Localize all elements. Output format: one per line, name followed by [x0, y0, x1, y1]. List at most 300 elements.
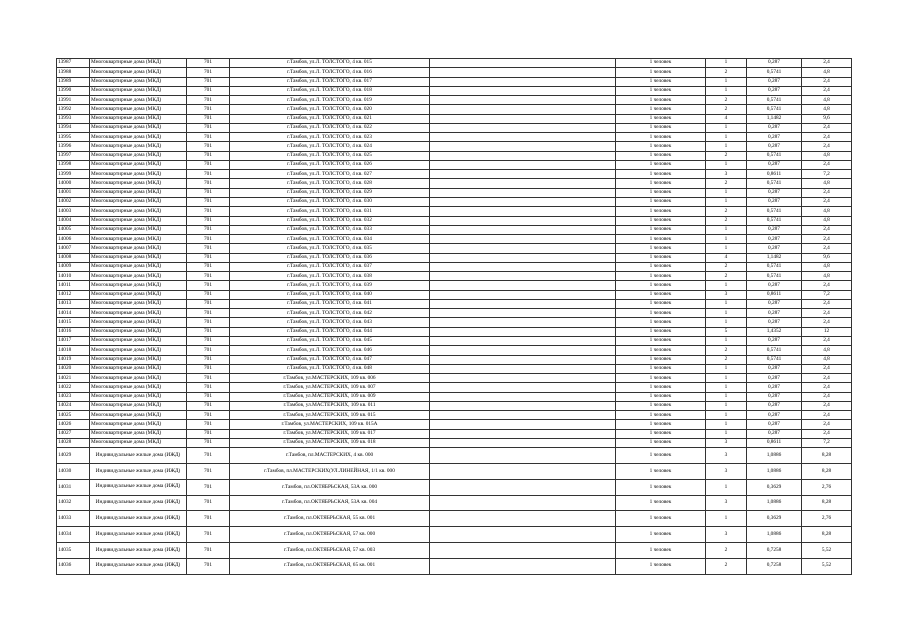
cell-unit: 1 человек [616, 364, 706, 373]
cell-service-code: 701 [187, 364, 230, 373]
cell-empty [430, 392, 616, 401]
cell-unit: 1 человек [616, 558, 706, 574]
cell-housing-type: Многоквартирные дома (МКД) [90, 216, 187, 225]
cell-housing-type: Многоквартирные дома (МКД) [90, 253, 187, 262]
cell-address: г.Тамбов, ул.Л. ТОЛСТОГО, 4 кв. 018 [230, 86, 430, 95]
cell-housing-type: Многоквартирные дома (МКД) [90, 151, 187, 160]
cell-total: 2,4 [802, 133, 852, 142]
table-row [57, 527, 852, 543]
cell-housing-type: Многоквартирные дома (МКД) [90, 309, 187, 318]
cell-account-number: 14016 [57, 327, 90, 336]
cell-address: г.Тамбов, ул.Л. ТОЛСТОГО, 4 кв. 023 [230, 133, 430, 142]
table-row [57, 179, 852, 188]
cell-unit: 1 человек [616, 235, 706, 244]
cell-service-code: 701 [187, 105, 230, 114]
cell-empty [430, 235, 616, 244]
cell-account-number: 14030 [57, 463, 90, 479]
cell-account-number: 14007 [57, 244, 90, 253]
cell-housing-type: Многоквартирные дома (МКД) [90, 401, 187, 410]
cell-service-code: 701 [187, 401, 230, 410]
cell-unit: 1 человек [616, 374, 706, 383]
cell-unit: 1 человек [616, 281, 706, 290]
cell-total: 2,4 [802, 429, 852, 438]
cell-housing-type: Многоквартирные дома (МКД) [90, 420, 187, 429]
cell-account-number: 14002 [57, 197, 90, 206]
cell-unit: 1 человек [616, 77, 706, 86]
cell-address: г.Тамбов, ул.Л. ТОЛСТОГО, 4 кв. 021 [230, 114, 430, 123]
cell-unit: 1 человек [616, 179, 706, 188]
cell-total: 2,76 [802, 479, 852, 495]
table-row [57, 542, 852, 558]
cell-total: 4,8 [802, 96, 852, 105]
cell-quantity: 1 [706, 133, 747, 142]
cell-coefficient: 0,287 [747, 197, 802, 206]
cell-total: 7,2 [802, 438, 852, 447]
cell-service-code: 701 [187, 463, 230, 479]
table-row [57, 463, 852, 479]
cell-housing-type: Многоквартирные дома (МКД) [90, 105, 187, 114]
cell-quantity: 2 [706, 346, 747, 355]
cell-empty [430, 114, 616, 123]
cell-account-number: 14015 [57, 318, 90, 327]
cell-total: 2,4 [802, 392, 852, 401]
cell-service-code: 701 [187, 511, 230, 527]
cell-service-code: 701 [187, 383, 230, 392]
cell-empty [430, 309, 616, 318]
cell-unit: 1 человек [616, 463, 706, 479]
cell-address: г.Тамбов, пл.ОКТЯБРЬСКАЯ, 57 кв. 003 [230, 542, 430, 558]
table-row [57, 123, 852, 132]
cell-address: г.Тамбов, ул.Л. ТОЛСТОГО, 4 кв. 037 [230, 262, 430, 271]
cell-total: 8,28 [802, 527, 852, 543]
cell-total: 2,4 [802, 86, 852, 95]
cell-address: г.Тамбов, пл.ОКТЯБРЬСКАЯ, 57 кв. 000 [230, 527, 430, 543]
cell-account-number: 14010 [57, 272, 90, 281]
cell-unit: 1 человек [616, 59, 706, 68]
cell-quantity: 1 [706, 479, 747, 495]
cell-total: 2,4 [802, 123, 852, 132]
cell-empty [430, 253, 616, 262]
cell-address: г.Тамбов, ул.Л. ТОЛСТОГО, 4 кв. 040 [230, 290, 430, 299]
cell-coefficient: 0,8611 [747, 170, 802, 179]
cell-unit: 1 человек [616, 272, 706, 281]
cell-housing-type: Многоквартирные дома (МКД) [90, 77, 187, 86]
cell-service-code: 701 [187, 327, 230, 336]
table-row [57, 299, 852, 308]
table-row [57, 235, 852, 244]
cell-quantity: 1 [706, 364, 747, 373]
cell-housing-type: Многоквартирные дома (МКД) [90, 68, 187, 77]
cell-quantity: 1 [706, 336, 747, 345]
cell-coefficient: 0,287 [747, 383, 802, 392]
cell-quantity: 1 [706, 420, 747, 429]
cell-total: 4,8 [802, 346, 852, 355]
cell-coefficient: 0,7258 [747, 558, 802, 574]
cell-housing-type: Многоквартирные дома (МКД) [90, 355, 187, 364]
cell-coefficient: 0,5741 [747, 179, 802, 188]
cell-empty [430, 105, 616, 114]
cell-service-code: 701 [187, 170, 230, 179]
table-row [57, 114, 852, 123]
cell-housing-type: Многоквартирные дома (МКД) [90, 59, 187, 68]
cell-service-code: 701 [187, 235, 230, 244]
cell-address: г.Тамбов, ул.МАСТЕРСКИХ, 109 кв. 017 [230, 429, 430, 438]
cell-coefficient: 0,287 [747, 142, 802, 151]
cell-empty [430, 479, 616, 495]
cell-unit: 1 человек [616, 216, 706, 225]
cell-empty [430, 336, 616, 345]
cell-quantity: 1 [706, 235, 747, 244]
cell-total: 2,4 [802, 188, 852, 197]
cell-service-code: 701 [187, 253, 230, 262]
cell-address: г.Тамбов, ул.Л. ТОЛСТОГО, 4 кв. 027 [230, 170, 430, 179]
cell-account-number: 14034 [57, 527, 90, 543]
cell-service-code: 701 [187, 207, 230, 216]
cell-housing-type: Индивидуальные жилые дома (ИЖД) [90, 527, 187, 543]
cell-service-code: 701 [187, 68, 230, 77]
cell-housing-type: Многоквартирные дома (МКД) [90, 133, 187, 142]
cell-total: 7,2 [802, 290, 852, 299]
cell-unit: 1 человек [616, 327, 706, 336]
cell-empty [430, 216, 616, 225]
cell-empty [430, 495, 616, 511]
cell-address: г.Тамбов, ул.Л. ТОЛСТОГО, 4 кв. 042 [230, 309, 430, 318]
cell-unit: 1 человек [616, 438, 706, 447]
cell-account-number: 13988 [57, 68, 90, 77]
cell-empty [430, 438, 616, 447]
cell-housing-type: Многоквартирные дома (МКД) [90, 225, 187, 234]
cell-account-number: 14035 [57, 542, 90, 558]
cell-quantity: 1 [706, 401, 747, 410]
cell-account-number: 14011 [57, 281, 90, 290]
table-row [57, 188, 852, 197]
cell-account-number: 14017 [57, 336, 90, 345]
cell-coefficient: 1,1482 [747, 114, 802, 123]
cell-unit: 1 человек [616, 420, 706, 429]
cell-housing-type: Многоквартирные дома (МКД) [90, 346, 187, 355]
table-row [57, 429, 852, 438]
cell-unit: 1 человек [616, 225, 706, 234]
cell-total: 4,8 [802, 179, 852, 188]
cell-coefficient: 0,287 [747, 374, 802, 383]
cell-unit: 1 человек [616, 197, 706, 206]
cell-service-code: 701 [187, 262, 230, 271]
table-row [57, 216, 852, 225]
cell-unit: 1 человек [616, 290, 706, 299]
cell-coefficient: 0,5741 [747, 151, 802, 160]
cell-service-code: 701 [187, 411, 230, 420]
cell-unit: 1 человек [616, 448, 706, 464]
cell-coefficient: 0,5741 [747, 96, 802, 105]
cell-service-code: 701 [187, 77, 230, 86]
cell-total: 5,52 [802, 542, 852, 558]
cell-service-code: 701 [187, 197, 230, 206]
cell-account-number: 14020 [57, 364, 90, 373]
cell-coefficient: 0,5741 [747, 272, 802, 281]
table-row [57, 253, 852, 262]
cell-account-number: 13992 [57, 105, 90, 114]
cell-address: г.Тамбов, ул.Л. ТОЛСТОГО, 4 кв. 025 [230, 151, 430, 160]
cell-coefficient: 0,287 [747, 59, 802, 68]
table-row [57, 290, 852, 299]
cell-address: г.Тамбов, ул.Л. ТОЛСТОГО, 4 кв. 031 [230, 207, 430, 216]
cell-housing-type: Индивидуальные жилые дома (ИЖД) [90, 495, 187, 511]
cell-quantity: 1 [706, 318, 747, 327]
cell-quantity: 1 [706, 429, 747, 438]
cell-housing-type: Многоквартирные дома (МКД) [90, 281, 187, 290]
cell-account-number: 14000 [57, 179, 90, 188]
cell-address: г.Тамбов, ул.Л. ТОЛСТОГО, 4 кв. 036 [230, 253, 430, 262]
cell-coefficient: 1,0886 [747, 463, 802, 479]
cell-coefficient: 1,4352 [747, 327, 802, 336]
cell-total: 2,4 [802, 374, 852, 383]
cell-service-code: 701 [187, 374, 230, 383]
cell-total: 4,8 [802, 262, 852, 271]
cell-quantity: 1 [706, 160, 747, 169]
cell-empty [430, 86, 616, 95]
cell-unit: 1 человек [616, 299, 706, 308]
cell-housing-type: Индивидуальные жилые дома (ИЖД) [90, 558, 187, 574]
cell-empty [430, 272, 616, 281]
cell-service-code: 701 [187, 299, 230, 308]
cell-address: г.Тамбов, ул.МАСТЕРСКИХ, 109 кв. 011 [230, 401, 430, 410]
cell-quantity: 1 [706, 86, 747, 95]
cell-address: г.Тамбов, ул.Л. ТОЛСТОГО, 4 кв. 045 [230, 336, 430, 345]
cell-housing-type: Многоквартирные дома (МКД) [90, 197, 187, 206]
cell-account-number: 14021 [57, 374, 90, 383]
table-row [57, 77, 852, 86]
cell-service-code: 701 [187, 479, 230, 495]
cell-housing-type: Многоквартирные дома (МКД) [90, 179, 187, 188]
cell-coefficient: 0,5741 [747, 346, 802, 355]
cell-housing-type: Многоквартирные дома (МКД) [90, 96, 187, 105]
cell-unit: 1 человек [616, 170, 706, 179]
cell-empty [430, 383, 616, 392]
cell-account-number: 13993 [57, 114, 90, 123]
cell-account-number: 14003 [57, 207, 90, 216]
cell-empty [430, 401, 616, 410]
cell-account-number: 13998 [57, 160, 90, 169]
cell-address: г.Тамбов, пл.МАСТЕРСКИХ(УЛ.ЛИНЕЙНАЯ, 1/1 кв. 000 [230, 463, 430, 479]
table-row [57, 68, 852, 77]
cell-service-code: 701 [187, 151, 230, 160]
cell-quantity: 1 [706, 411, 747, 420]
cell-account-number: 14031 [57, 479, 90, 495]
cell-address: г.Тамбов, ул.МАСТЕРСКИХ, 109 кв. 006 [230, 374, 430, 383]
table-row [57, 420, 852, 429]
cell-total: 2,4 [802, 142, 852, 151]
cell-account-number: 13989 [57, 77, 90, 86]
cell-account-number: 14014 [57, 309, 90, 318]
cell-unit: 1 человек [616, 527, 706, 543]
cell-quantity: 1 [706, 77, 747, 86]
cell-address: г.Тамбов, ул.Л. ТОЛСТОГО, 4 кв. 016 [230, 68, 430, 77]
cell-empty [430, 77, 616, 86]
cell-unit: 1 человек [616, 133, 706, 142]
cell-account-number: 13990 [57, 86, 90, 95]
cell-coefficient: 0,287 [747, 401, 802, 410]
cell-quantity: 4 [706, 253, 747, 262]
cell-address: г.Тамбов, ул.Л. ТОЛСТОГО, 4 кв. 022 [230, 123, 430, 132]
cell-coefficient: 0,287 [747, 123, 802, 132]
cell-unit: 1 человек [616, 105, 706, 114]
cell-coefficient: 0,5741 [747, 216, 802, 225]
cell-total: 4,8 [802, 355, 852, 364]
cell-unit: 1 человек [616, 479, 706, 495]
cell-total: 8,28 [802, 495, 852, 511]
table-row [57, 448, 852, 464]
cell-total: 2,76 [802, 511, 852, 527]
cell-service-code: 701 [187, 216, 230, 225]
cell-account-number: 14023 [57, 392, 90, 401]
cell-unit: 1 человек [616, 309, 706, 318]
cell-account-number: 14019 [57, 355, 90, 364]
cell-quantity: 1 [706, 197, 747, 206]
cell-quantity: 1 [706, 374, 747, 383]
cell-service-code: 701 [187, 114, 230, 123]
cell-account-number: 13999 [57, 170, 90, 179]
cell-unit: 1 человек [616, 151, 706, 160]
cell-empty [430, 160, 616, 169]
cell-total: 2,4 [802, 318, 852, 327]
cell-unit: 1 человек [616, 318, 706, 327]
cell-service-code: 701 [187, 133, 230, 142]
cell-account-number: 14025 [57, 411, 90, 420]
cell-coefficient: 1,0886 [747, 448, 802, 464]
cell-total: 2,4 [802, 299, 852, 308]
cell-unit: 1 человек [616, 511, 706, 527]
cell-empty [430, 96, 616, 105]
cell-total: 2,4 [802, 281, 852, 290]
cell-coefficient: 0,287 [747, 318, 802, 327]
cell-address: г.Тамбов, ул.Л. ТОЛСТОГО, 4 кв. 017 [230, 77, 430, 86]
cell-address: г.Тамбов, ул.Л. ТОЛСТОГО, 4 кв. 034 [230, 235, 430, 244]
table-row [57, 318, 852, 327]
cell-address: г.Тамбов, ул.Л. ТОЛСТОГО, 4 кв. 041 [230, 299, 430, 308]
cell-coefficient: 0,287 [747, 364, 802, 373]
cell-empty [430, 511, 616, 527]
cell-empty [430, 558, 616, 574]
cell-empty [430, 299, 616, 308]
cell-quantity: 1 [706, 392, 747, 401]
cell-housing-type: Индивидуальные жилые дома (ИЖД) [90, 463, 187, 479]
cell-unit: 1 человек [616, 244, 706, 253]
table-row [57, 336, 852, 345]
table-row [57, 225, 852, 234]
cell-unit: 1 человек [616, 207, 706, 216]
cell-empty [430, 133, 616, 142]
cell-service-code: 701 [187, 355, 230, 364]
cell-service-code: 701 [187, 448, 230, 464]
cell-unit: 1 человек [616, 142, 706, 151]
table-row [57, 364, 852, 373]
cell-housing-type: Многоквартирные дома (МКД) [90, 438, 187, 447]
table-row [57, 262, 852, 271]
cell-quantity: 2 [706, 542, 747, 558]
cell-address: г.Тамбов, ул.МАСТЕРСКИХ, 109 кв. 018 [230, 438, 430, 447]
cell-coefficient: 0,287 [747, 133, 802, 142]
cell-total: 4,8 [802, 68, 852, 77]
cell-quantity: 4 [706, 114, 747, 123]
cell-quantity: 2 [706, 355, 747, 364]
cell-coefficient: 0,287 [747, 235, 802, 244]
cell-address: г.Тамбов, пл.МАСТЕРСКИХ, 4 кв. 000 [230, 448, 430, 464]
cell-coefficient: 0,287 [747, 77, 802, 86]
cell-address: г.Тамбов, ул.Л. ТОЛСТОГО, 4 кв. 032 [230, 216, 430, 225]
cell-empty [430, 179, 616, 188]
cell-housing-type: Многоквартирные дома (МКД) [90, 86, 187, 95]
cell-quantity: 2 [706, 558, 747, 574]
cell-quantity: 2 [706, 179, 747, 188]
cell-housing-type: Многоквартирные дома (МКД) [90, 374, 187, 383]
cell-total: 2,4 [802, 235, 852, 244]
cell-total: 2,4 [802, 364, 852, 373]
cell-address: г.Тамбов, ул.Л. ТОЛСТОГО, 4 кв. 038 [230, 272, 430, 281]
cell-housing-type: Индивидуальные жилые дома (ИЖД) [90, 542, 187, 558]
cell-empty [430, 448, 616, 464]
cell-address: г.Тамбов, ул.Л. ТОЛСТОГО, 4 кв. 015 [230, 59, 430, 68]
cell-total: 4,8 [802, 216, 852, 225]
table-row [57, 151, 852, 160]
table-row [57, 511, 852, 527]
cell-coefficient: 0,287 [747, 392, 802, 401]
cell-housing-type: Многоквартирные дома (МКД) [90, 299, 187, 308]
cell-empty [430, 170, 616, 179]
cell-quantity: 1 [706, 225, 747, 234]
cell-empty [430, 123, 616, 132]
cell-quantity: 2 [706, 262, 747, 271]
cell-housing-type: Многоквартирные дома (МКД) [90, 123, 187, 132]
table-row [57, 355, 852, 364]
cell-total: 2,4 [802, 336, 852, 345]
cell-account-number: 14024 [57, 401, 90, 410]
cell-unit: 1 человек [616, 123, 706, 132]
cell-total: 2,4 [802, 197, 852, 206]
cell-coefficient: 0,287 [747, 160, 802, 169]
cell-unit: 1 человек [616, 96, 706, 105]
cell-coefficient: 0,5741 [747, 355, 802, 364]
cell-unit: 1 человек [616, 392, 706, 401]
cell-quantity: 5 [706, 327, 747, 336]
cell-quantity: 3 [706, 438, 747, 447]
table-row [57, 170, 852, 179]
cell-service-code: 701 [187, 495, 230, 511]
cell-total: 4,8 [802, 207, 852, 216]
cell-service-code: 701 [187, 86, 230, 95]
cell-coefficient: 0,287 [747, 244, 802, 253]
table-row [57, 133, 852, 142]
cell-coefficient: 0,287 [747, 281, 802, 290]
cell-service-code: 701 [187, 420, 230, 429]
cell-housing-type: Многоквартирные дома (МКД) [90, 383, 187, 392]
cell-empty [430, 68, 616, 77]
cell-quantity: 1 [706, 309, 747, 318]
cell-address: г.Тамбов, ул.Л. ТОЛСТОГО, 4 кв. 029 [230, 188, 430, 197]
cell-service-code: 701 [187, 142, 230, 151]
cell-coefficient: 0,3629 [747, 511, 802, 527]
cell-service-code: 701 [187, 244, 230, 253]
table-row [57, 142, 852, 151]
table-row [57, 346, 852, 355]
cell-empty [430, 318, 616, 327]
table-row [57, 309, 852, 318]
cell-unit: 1 человек [616, 253, 706, 262]
cell-total: 2,4 [802, 59, 852, 68]
cell-unit: 1 человек [616, 114, 706, 123]
cell-housing-type: Многоквартирные дома (МКД) [90, 114, 187, 123]
cell-address: г.Тамбов, ул.Л. ТОЛСТОГО, 4 кв. 026 [230, 160, 430, 169]
cell-coefficient: 0,5741 [747, 207, 802, 216]
